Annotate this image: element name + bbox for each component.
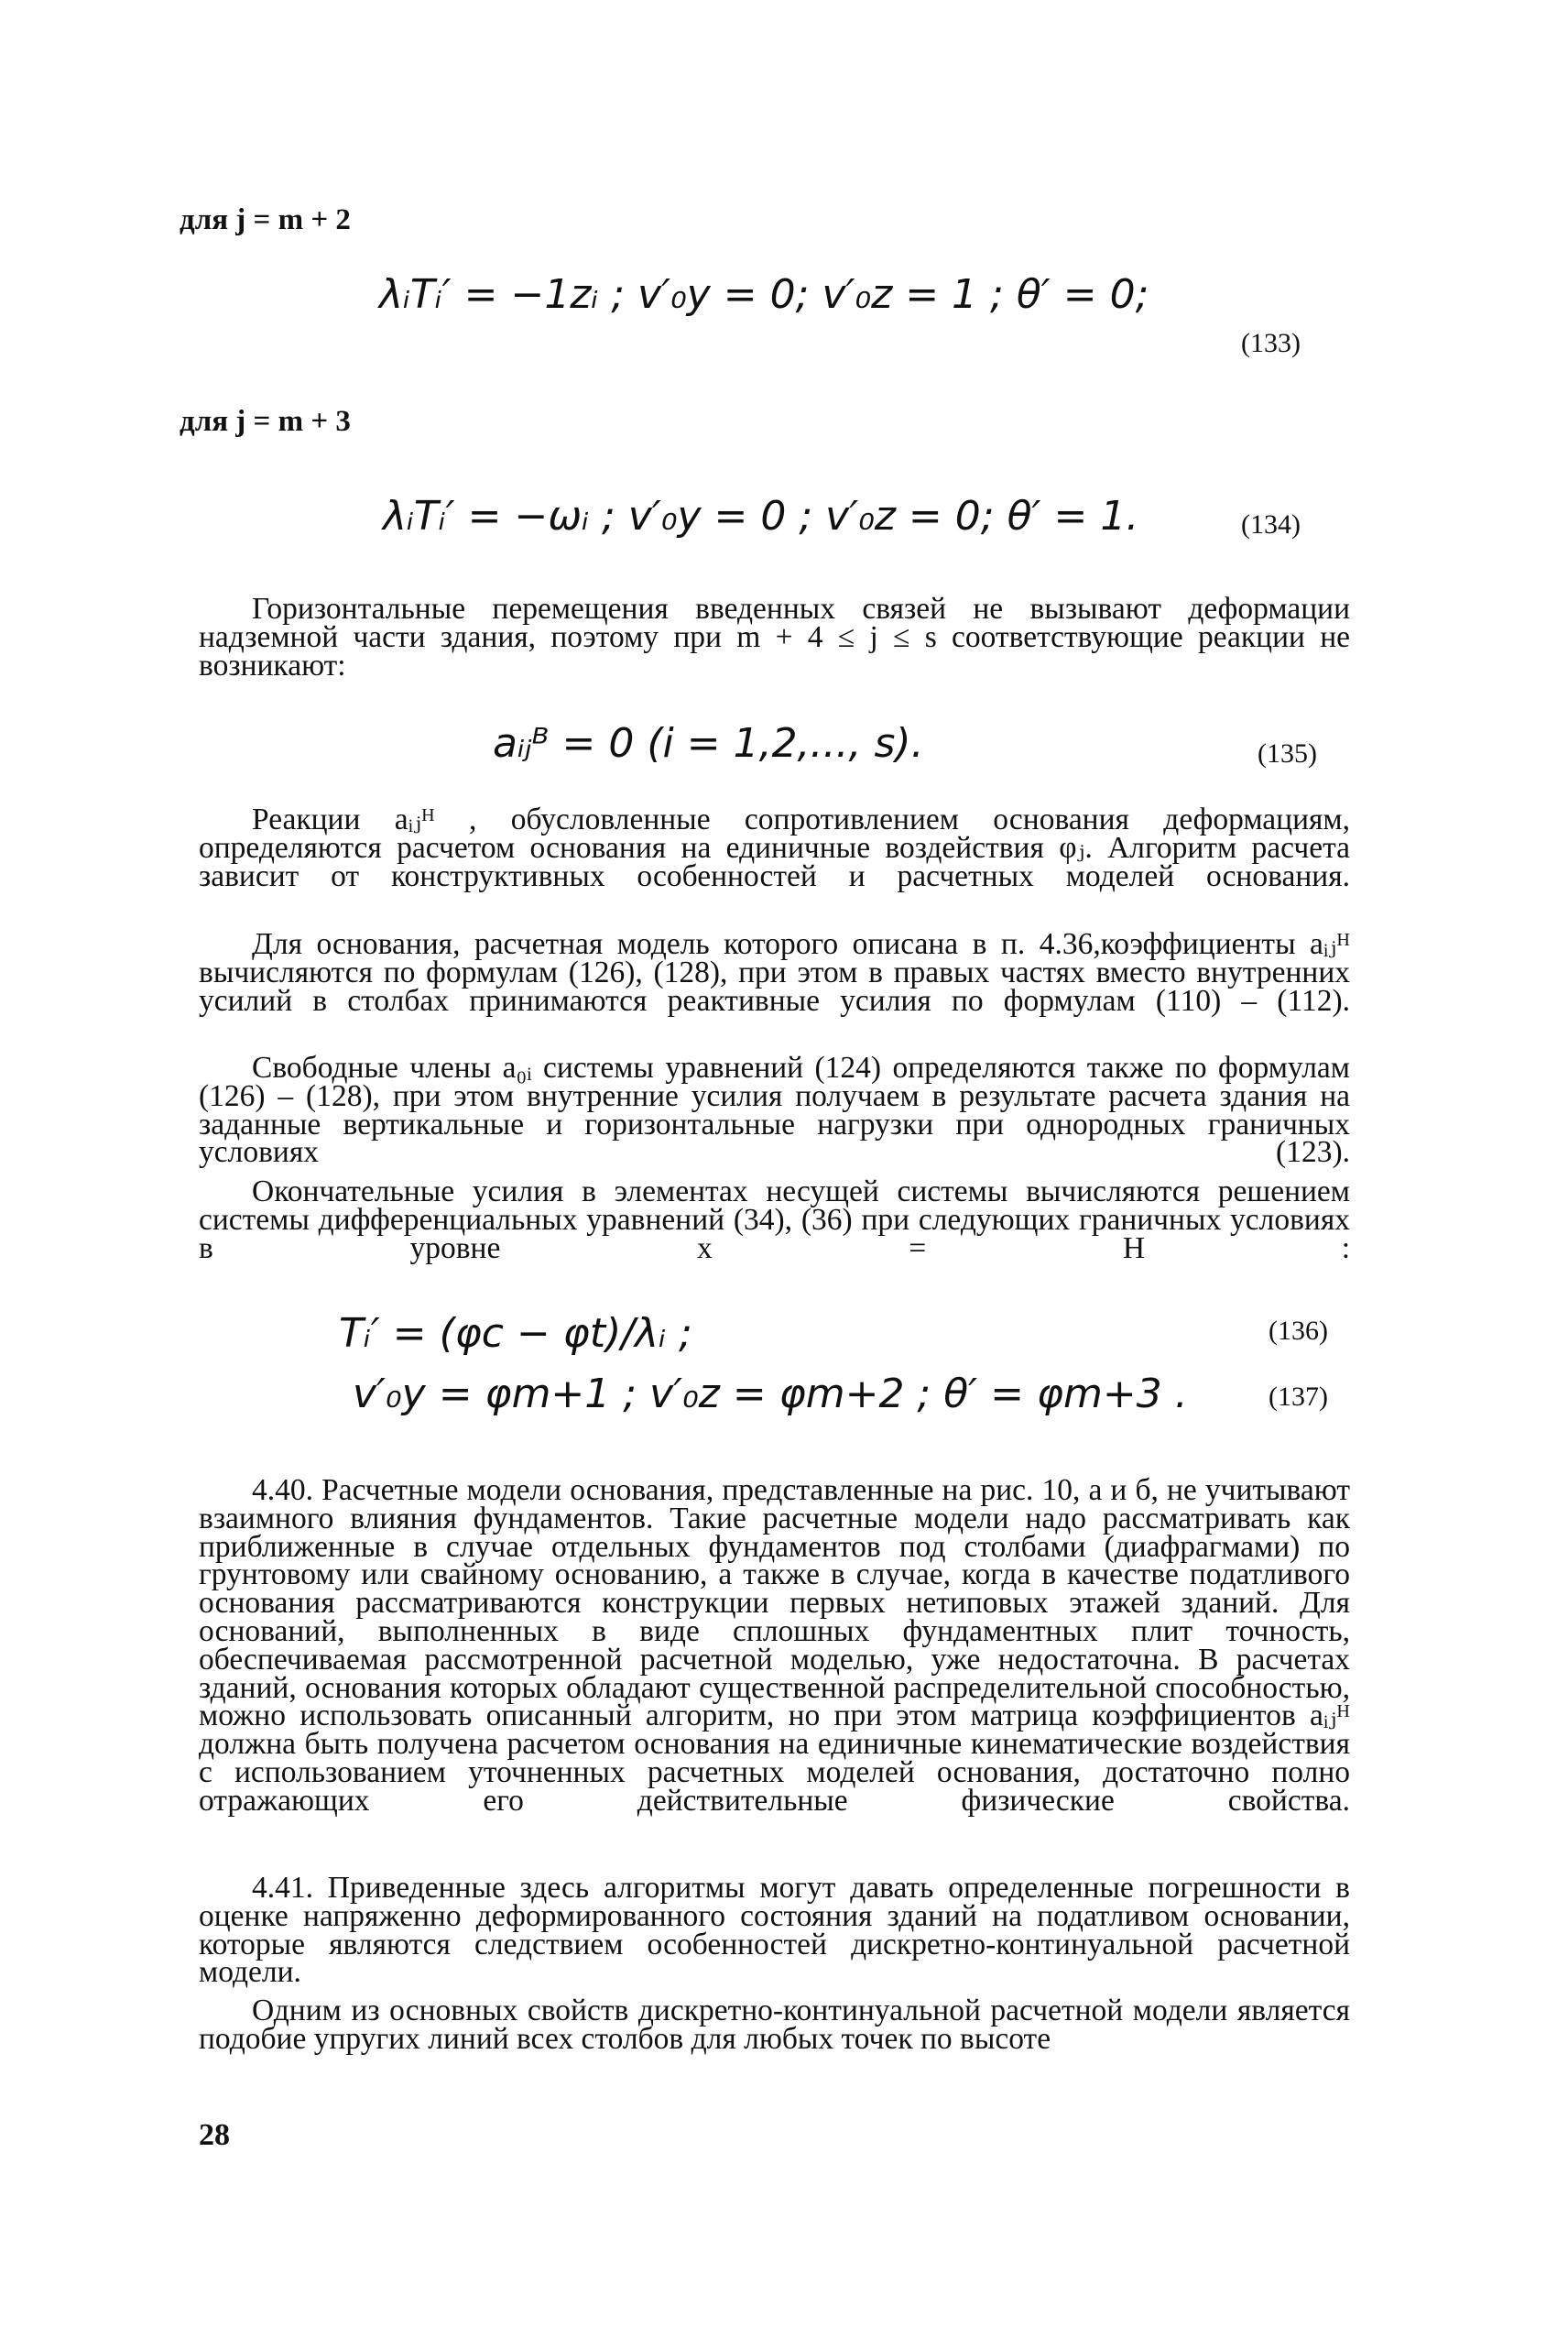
paragraph-reactions: Реакции aᵢⱼᴴ , обусловленные сопротивлением основания деформациям, определяются расчетом основания на единичные воздействия φⱼ. Алгоритм расчета зависит от конструктивных особенностей и расчетных моделей основания. (199, 803, 1350, 893)
equation-number-133: (133) (1241, 328, 1301, 358)
equation-number-136: (136) (1269, 1316, 1328, 1346)
paragraph-final-forces: Окончательные усилия в элементах несущей системы вычисляются решением системы дифференциальных уравнений (34), (36) при следующих граничных условиях в уровне x = H : (199, 1174, 1350, 1265)
condition-label-134: для j = m + 3 (180, 405, 351, 438)
condition-label-133: для j = m + 2 (180, 203, 351, 236)
paragraph-horizontal-displacements: Горизонтальные перемещения введенных связей не вызывают деформации надземной части здания, поэтому при m + 4 ≤ j ≤ s соответствующие реакции не возникают: (199, 592, 1350, 683)
equation-number-135: (135) (1258, 738, 1317, 769)
equation-number-137: (137) (1269, 1382, 1328, 1412)
equation-133: λᵢTᵢ′ = −1zᵢ ; v′₀y = 0; v′₀z = 1 ; θ′ = 0; (379, 271, 1149, 318)
paragraph-foundation-model: Для основания, расчетная модель которого описана в п. 4.36,коэффициенты aᵢⱼᴴ вычисляются по формулам (126), (128), при этом в правых частях вместо внутренних усилий в столбах принимаются реактивные усилия по формулам (110) – (112). (199, 927, 1350, 1018)
page-number: 28 (199, 2118, 230, 2152)
paragraph-section-4-40: 4.40. Расчетные модели основания, представленные на рис. 10, а и б, не учитывают взаимного влияния фундаментов. Такие расчетные модели надо рассматривать как приближенные в случае отдельных фундаментов под столбами (диафрагмами) по грунтовому или свайному основанию, а также в случае, когда в качестве податливого основания рассматриваются конструкции первых нетиповых этажей зданий. Для оснований, выполненных в виде сплошных фундаментных плит точность, обеспечиваемая рассмотренной расчетной моделью, уже недостаточна. В расчетах зданий, основания которых обладают существенной распределительной способностью, можно использовать описанный алгоритм, но при этом матрица коэффициентов aᵢⱼᴴ должна быть получена расчетом основания на единичные кинематические воздействия с использованием уточненных расчетных моделей основания, достаточно полно отражающих его действительные физические свойства. (199, 1473, 1350, 1818)
paragraph-free-terms: Свободные члены a₀ᵢ системы уравнений (124) определяются также по формулам (126) – (128), при этом внутренние усилия получаем в результате расчета здания на заданные вертикальные и горизонтальные нагрузки при однородных граничных условиях (123). (199, 1051, 1350, 1170)
equation-137: v′₀y = φm+1 ; v′₀z = φm+2 ; θ′ = φm+3 . (353, 1371, 1188, 1417)
paragraph-section-4-41: 4.41. Приведенные здесь алгоритмы могут давать определенные погрешности в оценке напряженно деформированного состояния зданий на податливом основании, которые являются следствием особенностей дискретно-континуальной расчетной модели. (199, 1871, 1350, 1990)
equation-number-134: (134) (1241, 509, 1301, 540)
equation-136: Tᵢ′ = (φc − φt)/λᵢ ; (339, 1310, 692, 1357)
equation-135: aᵢⱼᴮ = 0 (i = 1,2,..., s). (493, 720, 924, 767)
equation-134: λᵢTᵢ′ = −ωᵢ ; v′₀y = 0 ; v′₀z = 0; θ′ = 1. (383, 493, 1139, 540)
paragraph-discrete-continuum: Одним из основных свойств дискретно-континуальной расчетной модели является подобие упругих линий всех столбов для любых точек по высоте (199, 1994, 1350, 2056)
